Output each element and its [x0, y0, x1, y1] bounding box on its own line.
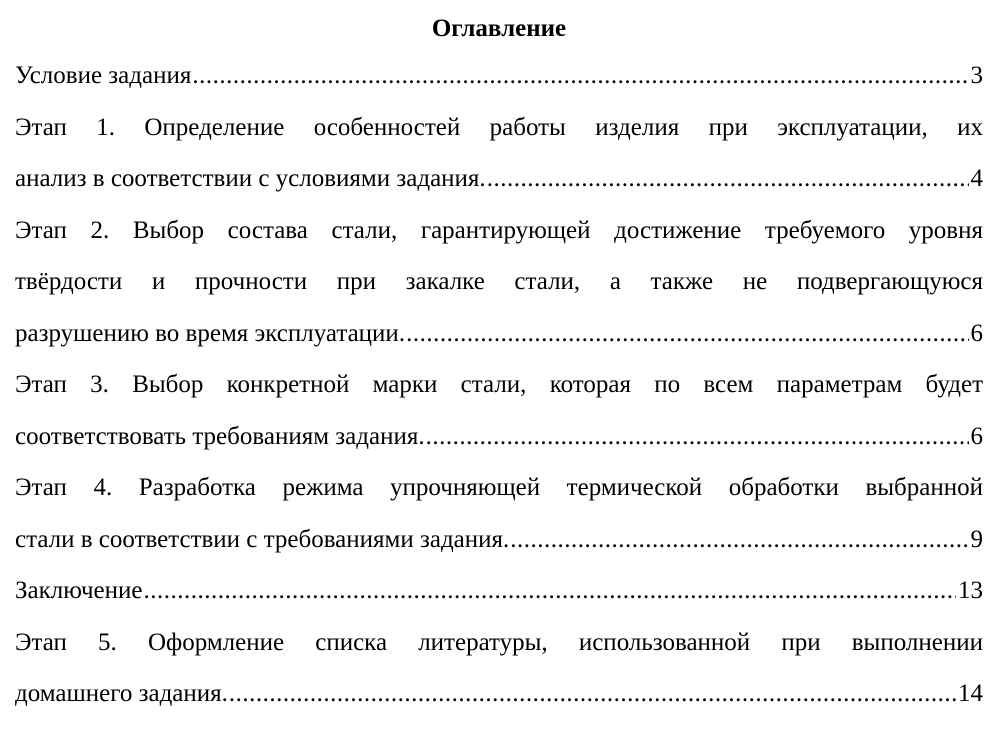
toc-entry-last-line	[15, 411, 983, 463]
toc-entry-line: Этап 3. Выбор конкретной марки стали, которая по всем параметрам будет	[15, 371, 983, 398]
toc-entry-text: Условие задания	[15, 62, 192, 89]
toc-entry-last-line	[15, 153, 983, 205]
dot-leader	[192, 50, 968, 102]
toc-entry-stage-4[interactable]	[15, 462, 983, 565]
toc-entry-stage-2[interactable]	[15, 205, 983, 360]
dot-leader	[144, 565, 957, 617]
toc-entry-line: Этап 4. Разработка режима упрочняющей термической обработки выбранной	[15, 474, 983, 501]
toc-entry-text: Заключение	[15, 577, 143, 604]
toc-entry-text: стали в соответствии с требованиями задания.	[15, 525, 510, 553]
toc-entry-text: разрушению во время эксплуатации.	[15, 319, 406, 347]
toc-entry-last-line	[15, 565, 983, 617]
toc-page-number: 3	[970, 62, 983, 89]
toc-entry-text: домашнего задания.	[15, 680, 228, 707]
toc-list	[15, 50, 983, 720]
toc-entry-conclusion[interactable]	[15, 565, 983, 617]
toc-entry-stage-3[interactable]	[15, 359, 983, 462]
toc-entry-line: твёрдости и прочности при закалке стали, а также не подвергающуюся	[15, 268, 983, 295]
toc-entry-last-line	[15, 50, 983, 102]
toc-page-number: 4	[970, 165, 983, 192]
toc-entry-last-line	[15, 514, 983, 566]
toc-entry-text: соответствовать требованиям задания.	[15, 422, 425, 450]
toc-entry-conditions[interactable]	[15, 50, 983, 102]
toc-entry-line: Этап 5. Оформление списка литературы, использованной при выполнении	[15, 628, 983, 656]
toc-entry-last-line	[15, 308, 983, 360]
dot-leader	[229, 668, 956, 720]
toc-entry-stage-1[interactable]	[15, 102, 983, 205]
toc-page-number: 14	[958, 680, 983, 707]
toc-page-number: 9	[970, 525, 983, 553]
toc-page-number: 13	[958, 577, 983, 604]
toc-entry-last-line	[15, 668, 983, 720]
dot-leader	[487, 153, 969, 205]
toc-entry-line: Этап 1. Определение особенностей работы изделия при эксплуатации, их	[15, 113, 983, 141]
dot-leader	[406, 308, 968, 360]
toc-entry-text: анализ в соответствии с условиями задания.	[15, 165, 486, 192]
toc-page-number: 6	[970, 319, 983, 347]
dot-leader	[426, 411, 969, 463]
toc-entry-line: Этап 2. Выбор состава стали, гарантирующей достижение требуемого уровня	[15, 216, 983, 244]
toc-title: Оглавление	[431, 15, 567, 42]
dot-leader	[510, 514, 968, 566]
toc-entry-stage-5[interactable]	[15, 617, 983, 720]
toc-page-number: 6	[970, 422, 983, 450]
